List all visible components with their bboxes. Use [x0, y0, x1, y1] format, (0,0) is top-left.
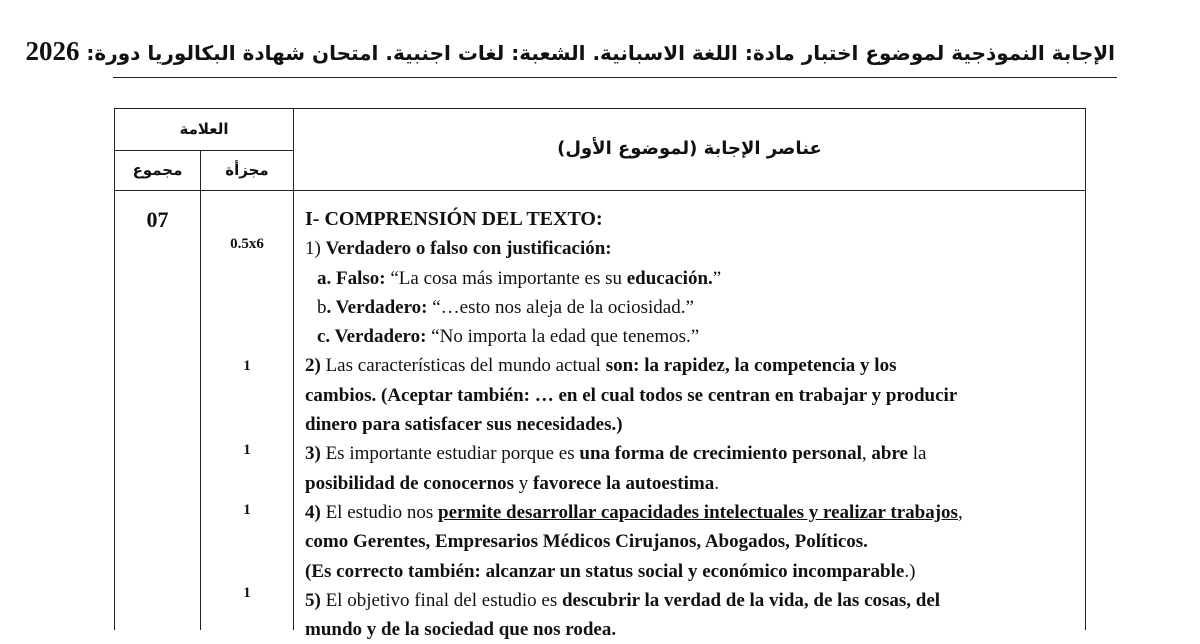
partial-score: 1: [243, 585, 251, 601]
partial-score: 1: [243, 442, 251, 458]
q1b-label: . Verdadero:: [326, 296, 428, 318]
q3-bold-3: posibilidad de conocernos: [305, 472, 515, 494]
answer-2-line-1: [305, 351, 1080, 380]
answer-2-line-2: cambios. (Aceptar también: … en el cual todos se centran en trabajar y producir: [305, 384, 958, 406]
grade-header-divider: [114, 150, 294, 151]
q2-bold: son: la rapidez, la competencia y los: [605, 355, 897, 377]
answer-1a: [305, 264, 1080, 293]
partial-column-label: مجزأة: [225, 161, 269, 179]
answer-4-line-3: [305, 557, 1080, 586]
answer-1b: [305, 293, 1080, 322]
header-text: الإجابة النموذجية لموضوع اختبار مادة: اللغة الاسبانية. الشعبة: لغات اجنبية. امتحان شهادة البكالوريا دورة:: [86, 41, 1115, 65]
answer-content: [305, 205, 1080, 644]
q4-alt: (Es correcto también: alcanzar un status social y económico incomparable: [305, 560, 905, 582]
answer-2-line-3: dinero para satisfacer sus necesidades.): [305, 414, 623, 436]
q5-bold: descubrir la verdad de la vida, de las cosas, del: [561, 589, 941, 611]
grade-column-title: العلامة: [179, 120, 229, 138]
q3-tail: la: [907, 443, 927, 465]
q4-alt-close: .): [904, 560, 916, 582]
total-score: 07: [146, 207, 169, 232]
q3-comma: ,: [861, 443, 872, 465]
q3-and: y: [514, 472, 534, 494]
answer-5-line-2: mundo y de la sociedad que nos rodea.: [305, 619, 617, 641]
partial-score: 1: [243, 502, 251, 518]
q1-title: Verdadero o falso con justificación:: [325, 238, 612, 260]
q3-text: Es importante estudiar porque es: [320, 443, 580, 465]
q1c-text: “No importa la edad que tenemos.”: [426, 326, 700, 348]
q4-comma: ,: [957, 501, 963, 523]
table-border-right: [1085, 108, 1086, 630]
q5-text: El objetivo final del estudio es: [320, 589, 562, 611]
q1a-bold: educación.: [626, 267, 713, 289]
q1c-label: c. Verdadero:: [317, 326, 427, 348]
answer-3-line-2: [305, 469, 1080, 498]
partial-score: 0.5x6: [230, 236, 264, 252]
q3-period: .: [714, 472, 719, 494]
answer-4-line-1: [305, 498, 1080, 527]
q4-underlined: permite desarrollar capacidades intelectuales y realizar trabajos: [438, 501, 958, 523]
q3-number: 3): [305, 443, 321, 465]
q1b-text: “…esto nos aleja de la ociosidad.”: [427, 296, 694, 318]
answer-5-line-1: [305, 586, 1080, 615]
answers-column-title: عناصر الإجابة (لموضوع الأول): [557, 138, 822, 159]
question-1: [305, 234, 1080, 263]
header-year: 2026: [25, 36, 80, 66]
q1a-close: ”: [712, 267, 722, 289]
answer-4-line-2: como Gerentes, Empresarios Médicos Cirujanos, Abogados, Políticos.: [305, 531, 868, 553]
q4-text: El estudio nos: [320, 501, 438, 523]
q1a-label: a. Falso:: [317, 267, 386, 289]
section-title: I- COMPRENSIÓN DEL TEXTO:: [305, 208, 603, 230]
q1a-text: “La cosa más importante es su: [385, 267, 627, 289]
total-column-label: مجموع: [132, 161, 183, 179]
q2-number: 2): [305, 355, 321, 377]
q4-number: 4): [305, 501, 321, 523]
q3-bold-1: una forma de crecimiento personal: [579, 443, 862, 465]
answer-3-line-1: [305, 439, 1080, 468]
q1b-letter: b: [317, 296, 327, 318]
column-divider-total: [200, 150, 201, 630]
q3-bold-2: abre: [871, 443, 908, 465]
q5-number: 5): [305, 589, 321, 611]
q2-text: Las características del mundo actual: [320, 355, 606, 377]
answer-1c: [305, 322, 1080, 351]
document-header: [25, 30, 1115, 72]
partial-score: 1: [243, 358, 251, 374]
q3-bold-4: favorece la autoestima: [533, 472, 715, 494]
header-row-divider: [114, 190, 1086, 191]
header-rule: [113, 77, 1117, 78]
q1-number: 1): [305, 238, 326, 260]
